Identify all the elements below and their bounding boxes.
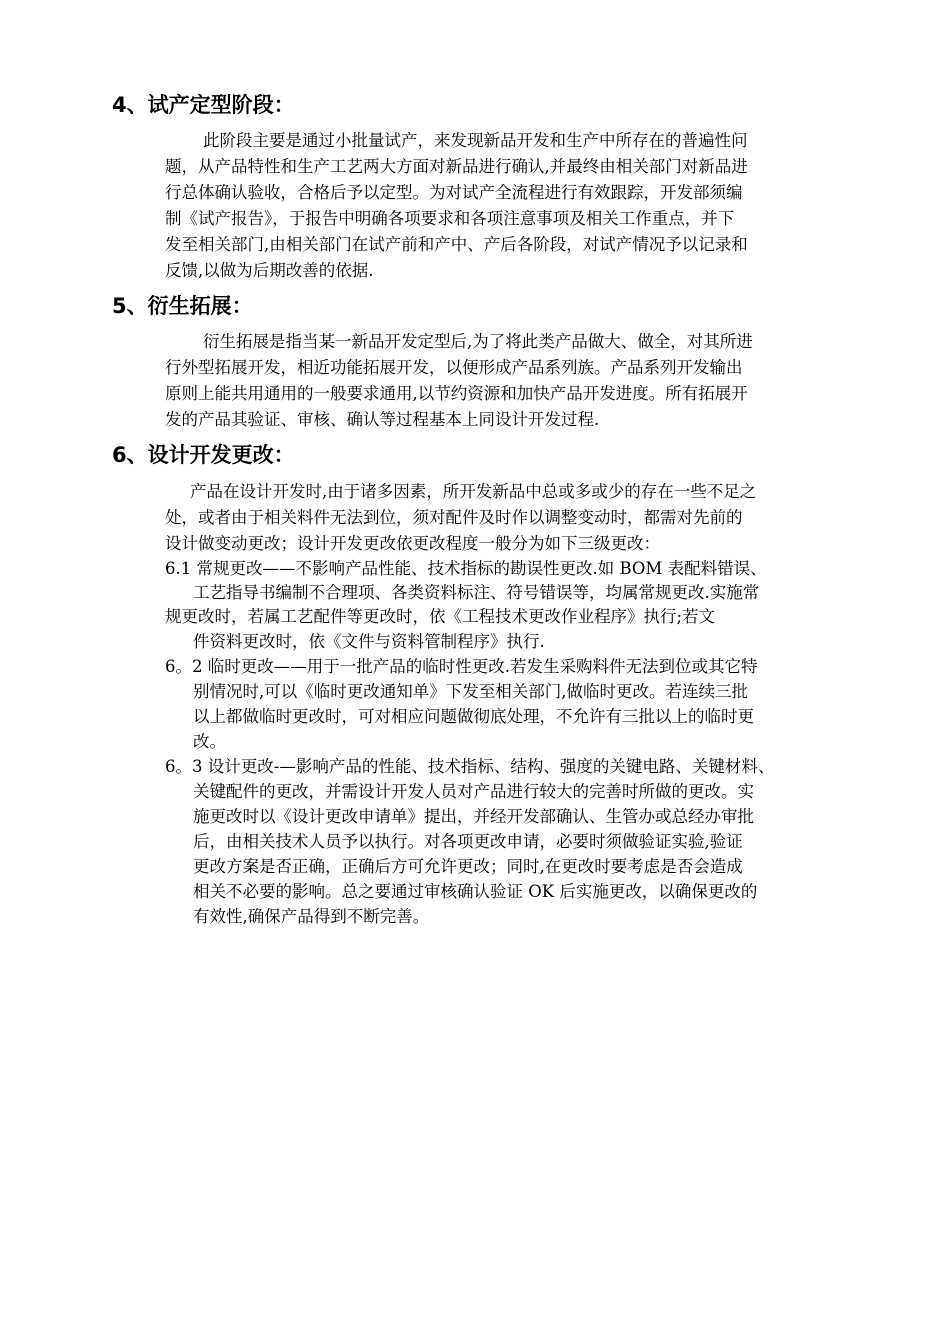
section-4-line-2: 题，从产品特性和生产工艺两大方面对新品进行确认,并最终由相关部门对新品进 [165, 157, 748, 176]
section-6-line-7: 件资料更改时，依《文件与资料管制程序》执行. [193, 632, 545, 651]
section-6-line-4: 6.1 常规更改——不影响产品性能、技术指标的勘误性更改.如 BOM 表配料错误、 [165, 559, 767, 578]
section-6-line-14: 施更改时以《设计更改申请单》提出，并经开发部确认、生管办或总经办审批 [193, 807, 754, 826]
section-5-line-2: 行外型拓展开发，相近功能拓展开发，以便形成产品系列族。产品系列开发输出 [165, 358, 743, 377]
section-4-line-6: 反馈,以做为后期改善的依据. [165, 261, 374, 280]
section-heading-6: 6、设计开发更改： [112, 443, 295, 467]
section-6-line-3: 设计做变动更改；设计开发更改依更改程度一般分为如下三级更改： [165, 534, 660, 553]
section-heading-5: 5、衍生拓展： [112, 294, 253, 318]
section-6-line-10: 以上都做临时更改时，可对相应问题做彻底处理，不允许有三批以上的临时更 [193, 707, 754, 726]
section-6-line-8: 6。2 临时更改——用于一批产品的临时性更改.若发生采购料件无法到位或其它特 [165, 657, 758, 676]
section-4-line-5: 发至相关部门,由相关部门在试产前和产中、产后各阶段，对试产情况予以记录和 [165, 235, 748, 254]
section-4-line-1: 此阶段主要是通过小批量试产，来发现新品开发和生产中所存在的普遍性问 [203, 131, 748, 150]
section-6-line-12: 6。3 设计更改-—影响产品的性能、技术指标、结构、强度的关键电路、关键材料、 [165, 757, 775, 776]
section-5-line-4: 发的产品其验证、审核、确认等过程基本上同设计开发过程. [165, 410, 600, 429]
section-4-line-4: 制《试产报告》，于报告中明确各项要求和各项注意事项及相关工作重点，并下 [165, 209, 735, 228]
section-5-line-3: 原则上能共用通用的一般要求通用,以节约资源和加快产品开发进度。所有拓展开 [165, 384, 748, 403]
section-6-line-13: 关键配件的更改，并需设计开发人员对产品进行较大的完善时所做的更改。实 [193, 782, 754, 801]
section-6-line-17: 相关不必要的影响。总之要通过审核确认验证 OK 后实施更改，以确保更改的 [193, 882, 758, 901]
section-6-line-5: 工艺指导书编制不合理项、各类资料标注、符号错误等，均属常规更改.实施常 [193, 583, 760, 602]
section-4-line-3: 行总体确认验收，合格后予以定型。为对试产全流程进行有效跟踪，开发部须编 [165, 183, 743, 202]
section-6-line-18: 有效性,确保产品得到不断完善。 [193, 907, 430, 926]
section-6-line-1: 产品在设计开发时,由于诸多因素，所开发新品中总或多或少的存在一些不足之 [190, 482, 757, 501]
section-6-line-16: 更改方案是否正确，正确后方可允许更改；同时,在更改时要考虑是否会造成 [193, 857, 743, 876]
section-6-line-9: 别情况时,可以《临时更改通知单》下发至相关部门,做临时更改。若连续三批 [193, 682, 748, 701]
section-6-line-11: 改。 [193, 732, 226, 751]
section-6-line-15: 后，由相关技术人员予以执行。对各项更改申请，必要时须做验证实验,验证 [193, 832, 743, 851]
section-6-line-2: 处，或者由于相关料件无法到位，须对配件及时作以调整变动时，都需对先前的 [165, 508, 743, 527]
section-5-line-1: 衍生拓展是指当某一新品开发定型后,为了将此类产品做大、做全，对其所进 [203, 332, 753, 351]
section-heading-4: 4、试产定型阶段： [112, 93, 295, 117]
section-6-line-6: 规更改时，若属工艺配件等更改时，依《工程技术更改作业程序》执行;若文 [165, 607, 716, 626]
